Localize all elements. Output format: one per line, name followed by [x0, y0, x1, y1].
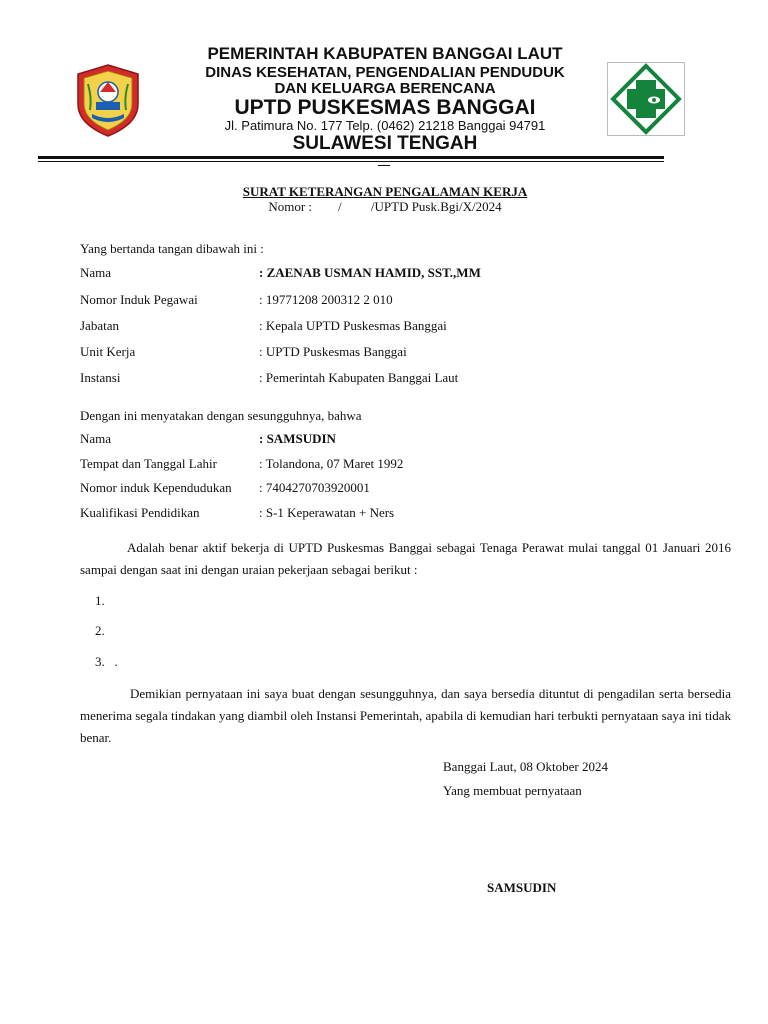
subject-nik-label: Nomor induk Kependudukan [80, 480, 232, 495]
signer-agency-value: : Pemerintah Kabupaten Banggai Laut [259, 370, 459, 385]
header-divider-thick [38, 156, 664, 159]
signer-agency-label: Instansi [80, 370, 121, 385]
subject-birth-label: Tempat dan Tanggal Lahir [80, 456, 217, 471]
header-unit: UPTD PUSKESMAS BANGGAI [234, 96, 536, 119]
signer-nip-value: : 19771208 200312 2 010 [259, 292, 393, 307]
header-department-cont: DAN KELUARGA BERENCANA [274, 80, 496, 97]
header-divider-mark [378, 165, 390, 166]
letter-number: Nomor : / /UPTD Pusk.Bgi/X/2024 [268, 199, 502, 214]
subject-education-value: : S-1 Keperawatan + Ners [259, 505, 395, 520]
closing-paragraph: Demikian pernyataan ini saya buat dengan sesungguhnya, dan saya bersedia dituntut di pengadilan serta bersedia menerima segala tindakan yang diambil oleh Instansi Pemerintah, apabila di kemudian hari terbukti pernyataan saya ini tidak benar. [80, 686, 731, 745]
header-province: SULAWESI TENGAH [292, 133, 478, 154]
signer-unit-value: : UPTD Puskesmas Banggai [259, 344, 407, 359]
signer-nip-label: Nomor Induk Pegawai [80, 292, 198, 307]
subject-name-value: : SAMSUDIN [259, 431, 336, 446]
duty-item-2: 2. [95, 623, 105, 638]
subject-name-label: Nama [80, 431, 112, 446]
place-date: Banggai Laut, 08 Oktober 2024 [443, 759, 608, 774]
subject-education-label: Kualifikasi Pendidikan [80, 505, 200, 520]
header-address: Jl. Patimura No. 177 Telp. (0462) 21218 Banggai 94791 [224, 118, 546, 133]
subject-nik-value: : 7404270703920001 [259, 480, 370, 495]
signer-position-value: : Kepala UPTD Puskesmas Banggai [259, 318, 447, 333]
header-government: PEMERINTAH KABUPATEN BANGGAI LAUT [207, 44, 563, 63]
subject-birth-value: : Tolandona, 07 Maret 1992 [259, 456, 404, 471]
signature-name: SAMSUDIN [487, 880, 557, 895]
signer-role: Yang membuat pernyataan [443, 783, 582, 798]
header-department: DINAS KESEHATAN, PENGENDALIAN PENDUDUK [205, 64, 565, 81]
signer-intro: Yang bertanda tangan dibawah ini : [80, 241, 264, 256]
signer-name-label: Nama [80, 265, 112, 280]
duty-item-1: 1. [95, 593, 105, 608]
signer-position-label: Jabatan [80, 318, 119, 333]
duty-item-3: 3. . [95, 654, 118, 669]
letter-title: SURAT KETERANGAN PENGALAMAN KERJA [242, 184, 528, 199]
statement-paragraph: Adalah benar aktif bekerja di UPTD Puskesmas Banggai sebagai Tenaga Perawat mulai tanggal 01 Januari 2016 sampai dengan saat ini dengan uraian pekerjaan sebagai berikut : [80, 540, 731, 577]
signer-name-value: : ZAENAB USMAN HAMID, SST.,MM [259, 265, 481, 280]
signer-unit-label: Unit Kerja [80, 344, 136, 359]
subject-intro: Dengan ini menyatakan dengan sesungguhnya, bahwa [80, 408, 362, 423]
header-divider-thin [38, 161, 664, 162]
